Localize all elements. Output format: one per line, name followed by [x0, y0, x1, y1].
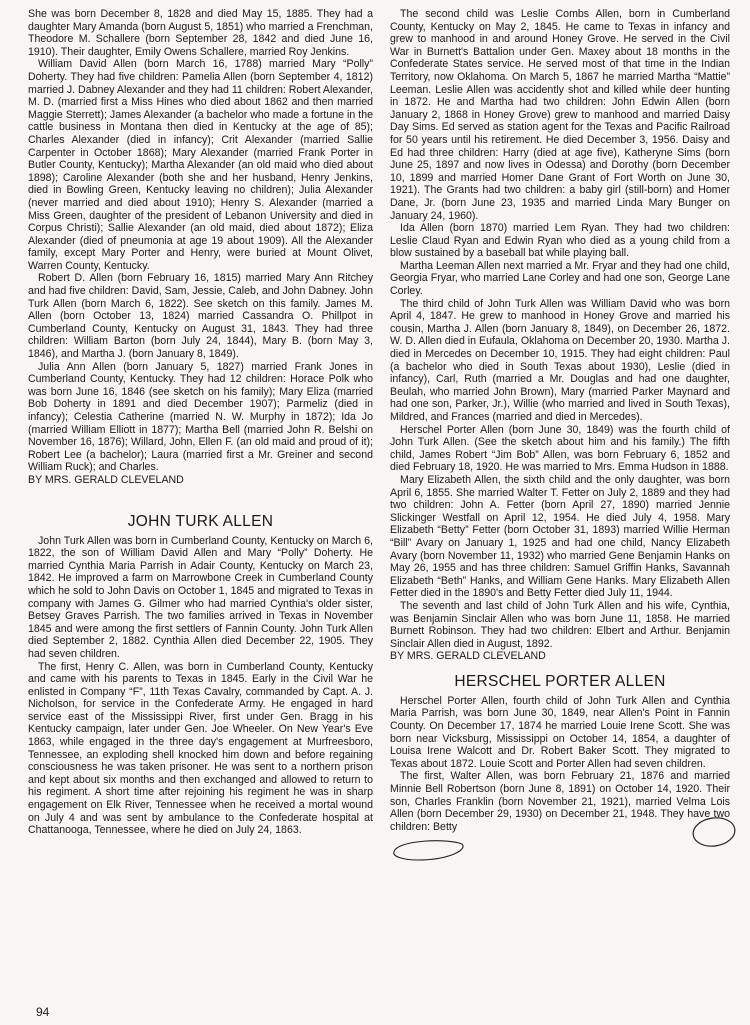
byline: BY MRS. GERALD CLEVELAND	[390, 650, 546, 663]
paragraph: Mary Elizabeth Allen, the sixth child and the only daughter, was born April 6, 1855. She married Walter T. Fetter on July 2, 1889 and they had two children: John A. Fetter (born April 27, 1890) married Jennie Slickinger Westfall on April 12, 1954. He died July 4, 1958. Mary Elizabeth “Betty” Fetter (born October 31, 1893) married Willie Herman “Bill” Avary on January 1, 1925 and had one child, Nancy Elizabeth Avary (born November 11, 1932) who married Gene Benjamin Hanks on May 26, 1955 and has three children: Samuel Griffin Hanks, Savannah Elizabeth “Beth” Hanks, and William Gene Hanks. Mary Elizabeth Allen Fetter died in the 1890's and Betty Fetter died July 11, 1944.	[390, 473, 730, 600]
paragraph: Ida Allen (born 1870) married Lem Ryan. They had two children: Leslie Claud Ryan and Edwin Ryan who died as a young child from a blow sustained by a baseball bat while playing ball.	[390, 222, 730, 260]
left-column	[28, 8, 373, 837]
paragraph: The first, Henry C. Allen, was born in Cumberland County, Kentucky and came with his parents to Texas in 1845. Early in the Civil War he enlisted in Company “F”, 11th Texas Cavalry, commanded by Capt. A. J. Nicholson, for service in the Confederate Army. He engaged in hard service east of the Mississippi River, first under Gen. Bragg in his Kentucky campaign, later under Gen. Joe Wheeler. On New Year's Eve 1863, while engaged in the three day's engagement at Murfreesboro, Tennessee, an exploding shell knocked him down and before regaining consciousness he was taken prisoner. He was sent to a northern prison and kept about six months and then exchanged and allowed to return to his regiment. A short time after rejoining his regiment he was in sharp engagement on Elk River, Tennessee when he received a mortal wound on July 4 and was sent by ambulance to the Confederate hospital at Chattanooga, Tennessee, where he died on July 24, 1863.	[28, 660, 373, 837]
paragraph: Martha Leeman Allen next married a Mr. Fryar and they had one child, Georgia Fryar, who married Lane Corley and had one son, George Lane Corley.	[390, 259, 730, 298]
paragraph: The seventh and last child of John Turk Allen and his wife, Cynthia, was Benjamin Sinclair Allen who was born June 11, 1858. He married Burnett Robinson. They had two children: Elbert and Arthur. Benjamin Sinclair Allen died in August, 1892.	[390, 599, 730, 650]
paragraph: Herschel Porter Allen (born June 30, 1849) was the fourth child of John Turk Allen. (See the sketch about him and his family.) The fifth child, James Robert “Jim Bob” Allen, was born February 6, 1852 and died February 18, 1920. He was married to Mrs. Emma Hudson in 1888.	[390, 423, 730, 474]
page-number: 94	[36, 1005, 50, 1019]
paragraph: William David Allen (born March 16, 1788) married Mary “Polly” Doherty. They had five children: Pamelia Allen (born September 4, 1812) married J. Dabney Alexander and they had 11 children: Robert Alexander, M. D. (married first a Miss Hines who died about 1862 and then married Maggie Sterrett); James Alexander (a bachelor who made a fortune in the cattle business in Montana then died in Kentucky at the age of 85); Charles Alexander (died in infancy); Crit Alexander (married Sallie Carpenter in October 1868); Mary Alexander (married Frank Porter in Butler County, Kentucky); Martha Alexander (an old maid who died about 1898); Caroline Alexander (both she and her husband, Henry Jenkins, died in Bowling Green, Kentucky leaving no children); Julia Alexander (never married and died about 1910); Henry S. Alexander (married a Miss Green, daughter of the president of Lebanon University and died in Corpus Christi); Sallie Alexander (an old maid, died about 1872); Eliza Alexander (died of pneumonia at age 19 about 1909). All the Alexander family, except Mary Porter and Henry, were buried at Mount Olivet, Warren County, Kentucky.	[28, 58, 373, 272]
paragraph: John Turk Allen was born in Cumberland County, Kentucky on March 6, 1822, the son of William David Allen and Mary “Polly” Doherty. He married Cynthia Maria Parrish in Adair County, Kentucky on March 23, 1842. He improved a farm on Marrowbone Creek in Cumberland County which he sold to John Davis on October 1, 1845 and migrated to Texas in company with James G. Gilmer who had married Cynthia's older sister, Betsey Graves Parrish. The two families arrived in Texas in November 1845 and were among the first settlers of Fannin County. John Turk Allen died September 2, 1882. Cynthia Allen died December 22, 1905. They had seven children.	[28, 534, 373, 660]
paragraph: Robert D. Allen (born February 16, 1815) married Mary Ann Ritchey and had five children: David, Sam, Jessie, Caleb, and John Dabney. John Turk Allen (born March 6, 1822). See sketch on this family. James M. Allen (born October 13, 1824) married Cassandra O. Phillpot in Cumberland County, Kentucky on August 31, 1843. They had three children: William Barton (born July 24, 1844), Mary B. (born May 3, 1846), and Martha J. (born January 8, 1849).	[28, 272, 373, 361]
handwritten-circle-mark	[690, 815, 738, 849]
section-title-john-turk-allen: JOHN TURK ALLEN	[127, 512, 274, 530]
paragraph: The third child of John Turk Allen was William David who was born April 4, 1847. He grew to manhood in Honey Grove and married his cousin, Martha J. Allen (born January 8, 1849), on December 26, 1872. W. D. Allen died in Eufaula, Oklahoma on December 20, 1930. Martha J. died in Mercedes on December 10, 1915. They had eight children: Paul (a bachelor who died in South Texas about 1930), Leslie (died in infancy), Carl, Ruth (married a Mr. Douglas and had one daughter, Beulah, who married John Brown), Mary (married Parker Maynard and had one son, Parker, Jr.), Willie (who married and lived in South Texas), Mildred, and Frances (married and died in Mercedes).	[390, 297, 730, 423]
handwritten-circle-mark	[388, 836, 468, 864]
byline: BY MRS. GERALD CLEVELAND	[28, 473, 184, 486]
paragraph: She was born December 8, 1828 and died May 15, 1885. They had a daughter Mary Amanda (born August 5, 1851) who married a Frenchman, Theodore M. Schallere (born September 28, 1842 and died June 16, 1910). Their daughter, Emily Owens Schallere, married Roy Jenkins.	[28, 8, 373, 58]
paragraph: Herschel Porter Allen, fourth child of John Turk Allen and Cynthia Maria Parrish, was born June 30, 1849, near Allen's Point in Fannin County. On December 17, 1874 he married Louie Irene Scott. She was born near Vicksburg, Mississippi on October 14, 1854, a daughter of Louisa Irene Walcott and Dr. Robert Baker Scott. They migrated to Texas about 1872. Louie Scott and Porter Allen had seven children.	[390, 694, 730, 770]
paragraph: The first, Walter Allen, was born February 21, 1876 and married Minnie Bell Robertson (born June 8, 1891) on October 14, 1920. Their son, Charles Franklin (born November 21, 1921), married Velma Lois Allen (born December 29, 1930) on December 21, 1948. They have two children: Betty	[390, 770, 730, 833]
paragraph: Julia Ann Allen (born January 5, 1827) married Frank Jones in Cumberland County, Kentucky. They had 12 children: Horace Polk who was born June 16, 1846 (see sketch on his family); Mary Eliza (married Bob Doherty in 1891 and died December 1907); Parmeliz (died in infancy); Celestia Catherine (married N. W. Murphy in 1872); Ida Jo (married William Elliott in 1877); Martha Bell (married John R. Belshi on November 16, 1876); Willard, John, Ellen F. (an old maid and proud of it); Robert Lee (a bachelor); Laura (married first a Mr. Greiner and second William Ruck); and Charles.	[28, 360, 373, 474]
right-column	[390, 8, 730, 833]
section-title-herschel-porter-allen: HERSCHEL PORTER ALLEN	[454, 672, 666, 690]
paragraph: The second child was Leslie Combs Allen, born in Cumberland County, Kentucky on May 2, 1845. He came to Texas in infancy and grew to manhood in and around Honey Grove. He served in the Civil War in Burnett's Battalion under Gen. Maxey about 18 months in the Confederate States service. He served most of that time in the Indian Territory, now Oklahoma. On March 5, 1867 he married Martha “Mattie” Leeman. Leslie Allen was accidently shot and killed while deer hunting in 1872. He and Martha had two children: John Edwin Allen (born January 2, 1868 in Honey Grove) grew to manhood and married Daisy Day Sims. Ed served as station agent for the Texas and Pacific Railroad for 50 years until his retirement. He died December 3, 1956. Daisy and Ed had three children: Harry (died at age five), Katheryne Sims (born June 25, 1897 and now lives in Odessa) and Dorothy (born December 10, 1899 and married Homer Dane Grant of Fort Worth on June 30, 1921). The Grants had two children: a baby girl (still-born) and Homer Dane, Jr. (born June 23, 1935 and married Linda Mary Bunger on January 24, 1960).	[390, 8, 730, 222]
